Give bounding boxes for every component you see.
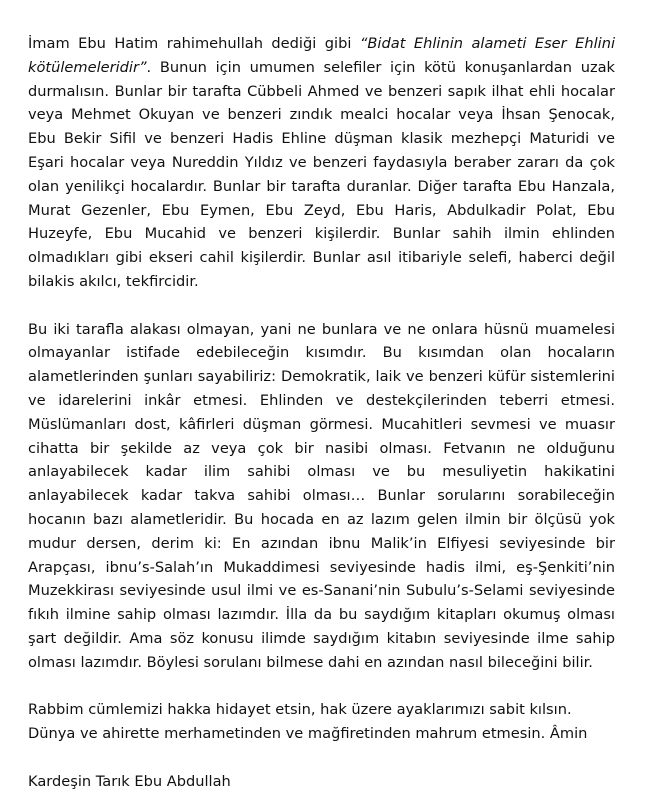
- paragraph-prayer: Rabbim cümlemizi hakka hidayet etsin, hak üzere ayaklarımızı sabit kılsın. Dünya ve ahirette merhametinden ve mağfiretinden mahrum etmesin. Âmin: [28, 701, 588, 743]
- paragraph-intro: [28, 32, 615, 294]
- paragraph-intro-body: . Bunun için umumen selefiler için kötü konuşanlardan uzak durmalısın. Bunlar bir tarafta Cübbeli Ahmed ve benzeri sapık ilhat ehli hocalar veya Mehmet Okuyan ve benzeri zındık mealci hocalar veya İhsan Şenocak, Ebu Bekir Sifil ve benzeri Hadis Ehline düşman klasik mezhepçi Maturidi ve Eşari hocalar veya Nureddin Yıldız ve benzeri faydasıyla beraber zararı da çok olan yenilikçi hocalardır. Bunlar bir tarafta duranlar. Diğer tarafta Ebu Hanzala, Murat Gezenler, Ebu Eymen, Ebu Zeyd, Ebu Haris, Abdulkadir Polat, Ebu Huzeyfe, Ebu Mucahid ve benzeri kişilerdir. Bunlar sahih ilmin ehlinden olmadıkları gibi ekseri cahil kişilerdir. Bunlar asıl itibariyle selefi, haberci değil bilakis akılcı, tekfircidir.: [28, 58, 615, 290]
- signature-line: Kardeşin Tarık Ebu Abdullah: [28, 772, 231, 790]
- document-page: [28, 32, 615, 794]
- paragraph-scholars: Bu iki tarafla alakası olmayan, yani ne bunlara ve ne onlara hüsnü muamelesi olmayanlar istifade edebileceğin kısımdır. Bu kısımdan olan hocaların alametlerinden şunları sayabiliriz: Demokratik, laik ve benzeri küfür sistemlerini ve idarelerini inkâr etmesi. Ehlinden ve destekçilerinden teberri etmesi. Müslümanları dost, kâfirleri düşman görmesi. Mucahitleri sevmesi ve muasır cihatta bir şekilde az veya çok bir nasibi olması. Fetvanın ne olduğunu anlayabilecek kadar ilim sahibi olması ve bu mesuliyetin hakikatini anlayabilecek kadar takva sahibi olması… Bunlar sorularını sorabileceğin hocanın bazı alametleridir. Bu hocada en az lazım gelen ilmin bir ölçüsü yok mudur dersen, derim ki: En azından ibnu Malik’in Elfiyesi seviyesinde bir Arapçası, ibnu’s-Salah’ın Mukaddimesi seviyesinde hadis ilmi, eş-Şenkiti’nin Muzekkirası seviyesinde usul ilmi ve es-Sanani’nin Subulu’s-Selami seviyesinde fıkıh ilmine sahip olması lazımdır. İlla da bu saydığım kitapları okumuş olması şart değildir. Ama söz konusu ilimde saydığım kitabın seviyesinde ilme sahip olması lazımdır. Böylesi sorulanı bilmese dahi en azından nasıl bileceğini bilir.: [28, 320, 615, 671]
- quote-text: “Bidat Ehlinin alameti Eser Ehlini kötülemeleridir”: [28, 35, 615, 76]
- paragraph-intro-lead: İmam Ebu Hatim rahimehullah dediği gibi: [28, 35, 360, 52]
